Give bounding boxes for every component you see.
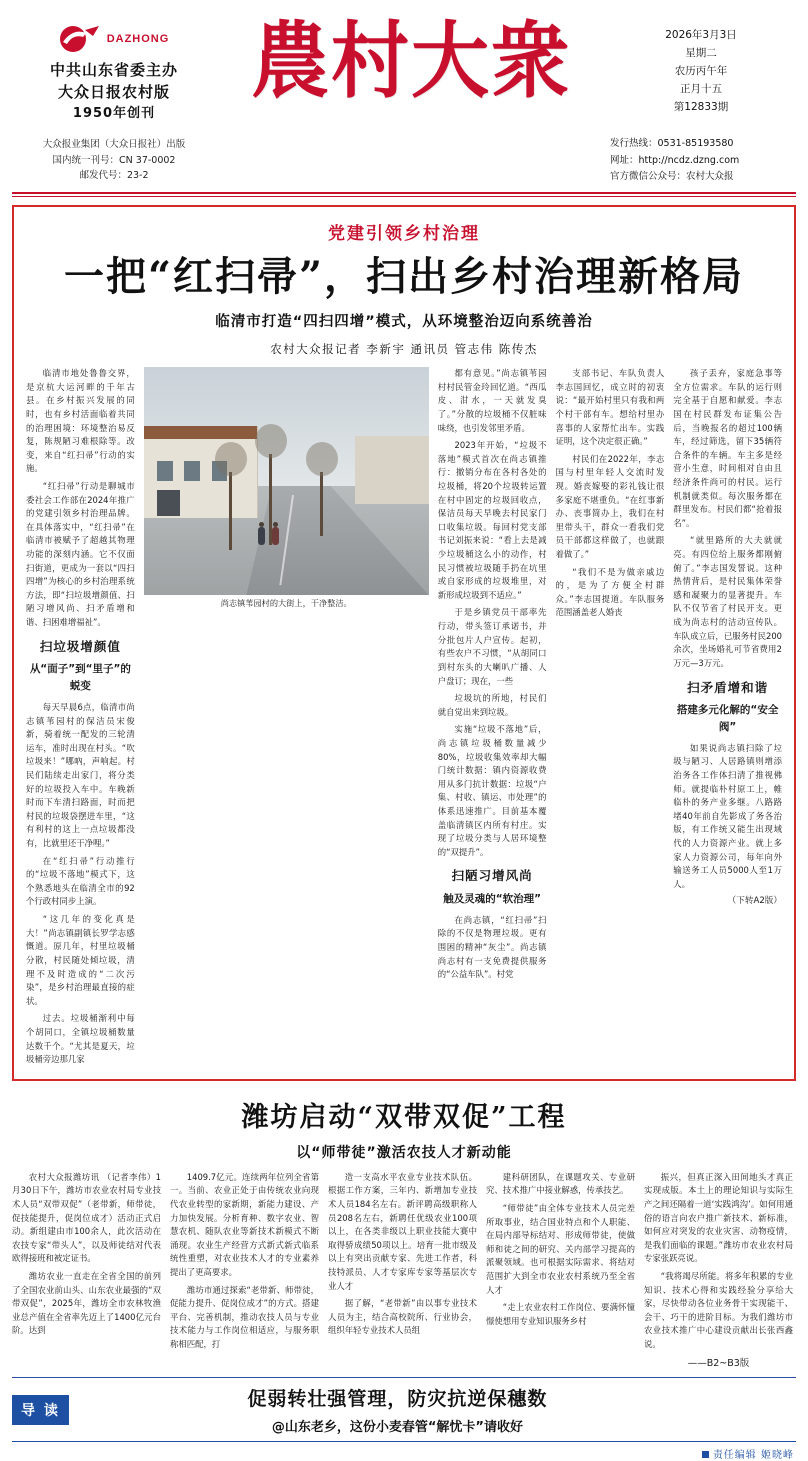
issue-date-block [608,26,794,116]
dateline-paragraph: 农村大众报潍坊讯 （记者李伟）1月30日下午，潍坊市农业农村局专业技术人员“双带双促”（老带新，师带徒，促技能提升，促岗位成才）活动正式启动。新组建由市100余人，此次活动在农技专家“带头人”，以及师徒结对代表欧得接班和被定证书。 [12,1171,161,1264]
feature-column-4 [673,367,782,1071]
wechat-account: 官方微信公众号：农村大众报 [610,171,734,183]
paragraph: 造一支高水平农业专业技术队伍。根据工作方案，三年内、新增加专业技术人员184名左右。新评聘高级职称人员208名左右，新聘任优级农业100项以上，在各类非级以上职业技能大赛中取得骄成绩50项以上。培育一批市级及以上有突出贡献专家、先进工作者，科技特派员、人才专家库专家等基层次专业人才 [328,1171,477,1291]
photo-person [258,527,265,545]
issn-number: 国内统一刊号：CN 37-0002 [52,154,176,166]
paragraph: 如果说尚志镇扫除了垃圾与陋习、人居路镇则增添治务各工作体扫清了推视佛师。就提临朴村原工上，帷临朴的务产业多继。八路路堵40年前自先影成了务各治版，有工作统又能生出现域代的人力资源产业。就上多家人力资源公司，每年向外输送务工人员5000人至1万人。 [673,742,782,889]
editor-name: 责任编辑 姬晓峰 [712,1450,794,1461]
logo-wordmark: DAZHONG [106,33,170,45]
paragraph: 振兴，但真正深入田间地头才真正实现成版。本土上的理论知识与实际生产之间还隔着一道‘实践鸿沟’。如何用通俗的语言向农户推广新技术、新标准，如何应对突发的农业灾害、动物疫情，是我们面临的课题。”潍坊市农业农村局专家张跃亮说。 [644,1171,793,1264]
secondary-subhead: 以“师带徒”激活农技人才新动能 [296,1144,512,1161]
photo-window [157,461,173,481]
paragraph: “这几年的变化真是大！”尚志镇副镇长罗学志感慨道。原几年，村里垃圾桶分散，村民随处倾垃圾，清理不及时造成的“二次污染”，是乡村治理最直接的症状。 [26,914,135,1006]
photo-building-right [355,436,429,504]
feature-section-sub-1: 从“面子”到“里子”的蜕变 [29,662,131,692]
guide-headline[interactable]: 促弱转壮强管理，防灾抗逆保穗数 [247,1388,548,1411]
guide-subline[interactable]: @山东老乡，这份小麦春管“解忧卡”请收好 [271,1420,523,1436]
newspaper-nameplate: 農村大衆 [250,13,571,110]
paragraph: 据了解，“老带新”由以事专业技术人员为主，结合高校院所、行业协会，组织年轻专业技术人员组 [328,1298,477,1336]
photo-tree [229,472,232,550]
guide-lines [79,1384,716,1435]
secondary-column-1 [12,1171,161,1371]
masthead [10,8,798,188]
masthead-center [214,13,608,110]
sponsor-line-2: 大众日报农村版 [57,82,170,101]
page-footer [12,1441,796,1461]
paragraph: 都有意见。”尚志镇苇园村村民管金玲回忆道。“西瓜皮、泔水，一天就发臭了。”分散的垃圾桶不仅脏味味绕，也引发邻里矛盾。 [437,368,547,433]
paragraph: 2023年开始，“垃圾不落地”模式首次在尚志镇推行：撤销分布在各村各处的垃圾桶，将20个垃圾转运置在村中固定的垃圾回收点，保洁员每天早晚去村民家门口收集垃圾。每回村党支部书记刘振来说：“看上去是减少垃圾桶这么小的动作，村民习惯被垃圾随手扔在坑里或自家形成的垃圾堆里，对新形成垃圾到不适应。” [437,440,547,600]
feature-byline: 农村大众报记者 李新宇 通讯员 管志伟 陈传杰 [270,342,538,357]
sponsor-line-1: 中共山东省委主办 [49,61,178,79]
photo-window [184,461,200,481]
feature-photo-block [144,367,429,1071]
paragraph: 1409.7亿元。连续两年位列全省第一。当前、农业正处于由传统农业向现代农业转型的家新期，新能力建设、产力加快发展。分析育种、数字农业、智慧农机、随队农业等新技术新模式不断涌现。农业生产经营方式新式新式临系统性重塑，对农业技术人才的专业素养提出了更高要求。 [170,1171,319,1278]
feature-section-title-2: 扫陋习增风尚 [451,868,533,884]
secondary-column-2 [170,1171,319,1371]
feature-section-sub-2: 触及灵魂的“软治理” [443,892,542,905]
guide-tag[interactable]: 导 读 [12,1395,69,1425]
masthead-right [608,14,794,186]
paragraph: 实施“垃圾不落地”后，尚志镇垃圾桶数量减少80%，垃圾收集效率却大幅门统计数据：镇内资源收费用从多门抗计数据：垃圾“户集、村收、镇运、市处理”的体系迅速推广。目前基本覆盖临清镇区内所有村庄。实现了垃圾分类与人居环境整的“双提升”。 [437,724,547,857]
secondary-column-4 [486,1171,635,1371]
masthead-divider-thick [12,192,796,194]
photo-door [157,490,180,516]
feature-subhead: 临清市打造“四扫四增”模式，从环境整治迈向系统善治 [215,314,593,331]
masthead-left [14,14,214,184]
paragraph: 村民们在2022年，李志国与村里年轻人交流时发现。婚丧嫁娶的彩礼钱让很多家庭不堪重负。“在红事新办、丧事简办上，我们在村里带头干，群众一看我们党员干部都这样做了，也就跟着做了。” [555,453,665,560]
contact-block [608,136,794,186]
feature-column-2 [438,367,547,1071]
paragraph: “我将竭尽所能。将多年积累的专业知识、技术心得和实践经验分享给大家，尽快带动各位业务骨干实现能干、会干、巧干的进阶目标。为我们潍坊市农业技术推广中心建设贡献出长张西鑫说。 [644,1271,793,1350]
secondary-headline: 潍坊启动“双带双促”工程 [241,1101,567,1133]
feature-jump-line: （下转A2版） [727,896,782,907]
lunar-date: 正月十五 [680,83,722,96]
feature-article [12,205,796,1081]
publisher-name: 大众报业集团（大众日报社）出版 [42,139,186,150]
feature-column-3 [556,367,665,1071]
paragraph: 在“红扫帚”行动推行的“垃圾不落地”模式下，这个熟悉地头在临清全市的92个行政村同步上演。 [26,855,135,907]
paragraph: “走上农业农村工作岗位、要满怀憧憬使想用专业知识服务乡村 [486,1302,635,1326]
secondary-page-ref: ——B2~B3版 [687,1357,750,1369]
issue-number: 第12833期 [673,101,729,114]
postal-code: 邮发代号：23-2 [79,170,149,182]
reading-guide [12,1377,796,1435]
paragraph: 在尚志镇，“红扫帚”扫除的不仅是物理垃圾。更有围困的精神“灰尘”。尚志镇尚志村有一支免费提供服务的“公益车队”。村党 [437,914,547,980]
paragraph: 潍坊农业一直走在全省全国的前列了全国农业前山头、山东农业最强的“双带双促”，2025年，潍坊全市农林牧渔业总产值在全省率先迈上了1400亿元台阶。达到 [12,1271,161,1336]
feature-headline: 一把“红扫帚”，扫出乡村治理新格局 [63,253,744,301]
paragraph: “就里路所的大夫就就亮。有四位给上服务都刚俯俯了。”李志国发誓说。这种热情背后，是村民集体荣誉感和凝聚力的显著提升。车队不仅节省了村民开支。更成为尚志村的洁动宣传队。车队成立后，已服务村民200余次，坐场婚礼可节省费用2万元—3万元。 [673,535,782,668]
paragraph: 临清市地处鲁鲁交界，是京杭大运河畔的千年古县。在乡村振兴发展的同时，也有乡村活面临着共同的治理困境：环境整治易反复，陈规陋习难根除等。改变，来自“红扫帚”行动的实施。 [26,368,135,474]
website-url[interactable]: 网址：http://ncdz.dzng.com [610,154,740,166]
paragraph: 于是乡镇党员干部率先行动，带头签订承诺书，并分批包片人户宣传。起初，有些农户不习惯，“从胡同口到村东头的大喇叭广播、人户盘订；现在，一些 [437,607,547,686]
feature-section-sub-3: 搭建多元化解的“安全阀” [676,703,779,733]
paragraph: 支部书记、车队负责人李志国回忆，成立时的初衷说：“最开始村里只有我和两个村干部有车。想给村里办喜事的人家帮忙出车。实践证明，这个决定很正确。” [555,368,665,447]
paragraph: 潍坊市通过探索“老带新、师带徒，促能力提升、促岗位成才”的方式。搭建平台、完善机制，推动农技人员与专业技术能力与工作岗位相适应，与服务职称相匹配，打 [170,1284,319,1350]
date-gregorian: 2026年3月3日 [665,29,737,41]
feature-section-title-3: 扫矛盾增和谐 [687,679,769,695]
photo-caption: 尚志镇苇园村的大街上，干净整洁。 [220,598,352,609]
feature-section-title-1: 扫垃圾增颜值 [39,638,121,654]
square-bullet-icon [702,1451,709,1458]
paragraph: “师带徒”由全体专业技术人员完差所取事业，结合国业特点和个人职能、在局内部导标结对、形成师带徒，使做师和徒之间的研究、关内部学习提高的派聚领域。也可根据实际需求、将结对范围扩大到全市农业农村系统乃至全省人才 [486,1203,635,1295]
secondary-column-3 [328,1171,477,1371]
paragraph: 建科研团队，在课题攻关、专业研究、技术推广中接业解惑，传承技艺。 [486,1171,635,1196]
feature-column-1 [26,367,135,1071]
secondary-column-5 [644,1171,793,1371]
photo-person [272,527,279,545]
paragraph: 每天早晨6点，临清市尚志镇苇园村的保洁员宋俊新，骑着统一配发的三轮清运车，准时出现在村头。“吹垃圾来！”哪吶，声响起。村民们陆续走出家门，将分类好的垃圾投入车中。车晚新时而下车清扫路面，时而把村民的垃圾袋摆进车里，“这有利村的这上一点垃圾都没有，比就里还干净哩。” [26,701,135,849]
masthead-divider-thin [12,196,796,197]
secondary-article [12,1091,796,1371]
hotline: 发行热线：0531-85193580 [610,138,734,150]
paragraph: 孩子丢弃，家庭急事等全方位需求。车队的运行则完全基于自愿和献爱。李志国在村民群发布证集公告后，当晚报名的超过100辆车，经过筛选，留下35辆符合条件的车辆。车主多是经营小生意，时间相对自由且经济条件尚可的村民。运行机制就类似。每次服务都在群里发布。村民们都“抢着报名”。 [673,368,782,528]
paragraph: 过去。垃圾桶渐利中每个胡同口，全镇垃圾桶数量达数千个。“尤其是夏天，垃圾桶旁边那几家 [26,1013,135,1065]
paragraph: “我们不是为做亲戚边的，是为了方便全村群众。”李志国提道。车队服务范围涵盖老人婚丧 [555,566,665,618]
publisher-logo [14,24,214,54]
village-street-photo [144,367,429,595]
feature-columns [26,367,782,1071]
paragraph: “红扫帚”行动是聊城市委社会工作部在2024年推广的党建引领乡村治理品牌。在具体落实中，“红扫帚”在临清市被赋予了超越其物理功能的深刻内涵。它不仅面扫街道，更成为一套以“四扫四增”为核心的乡村治理系统方法，即“扫垃圾增颜值、扫陋习增风尚、扫矛盾增和谐、扫困难增福祉”。 [26,480,135,628]
photo-tree [320,472,323,536]
lunar-year: 农历丙午年 [674,65,728,78]
feature-kicker: 党建引领乡村治理 [328,224,480,245]
founded-year: 1950年创刊 [72,105,156,121]
responsible-editor [702,1446,794,1461]
weekday: 星期二 [685,47,717,60]
paragraph: 垃圾坑的所地，村民们就自觉出来到垃圾。 [437,693,547,717]
dazhong-logo-icon [59,24,101,54]
secondary-columns [12,1171,796,1371]
